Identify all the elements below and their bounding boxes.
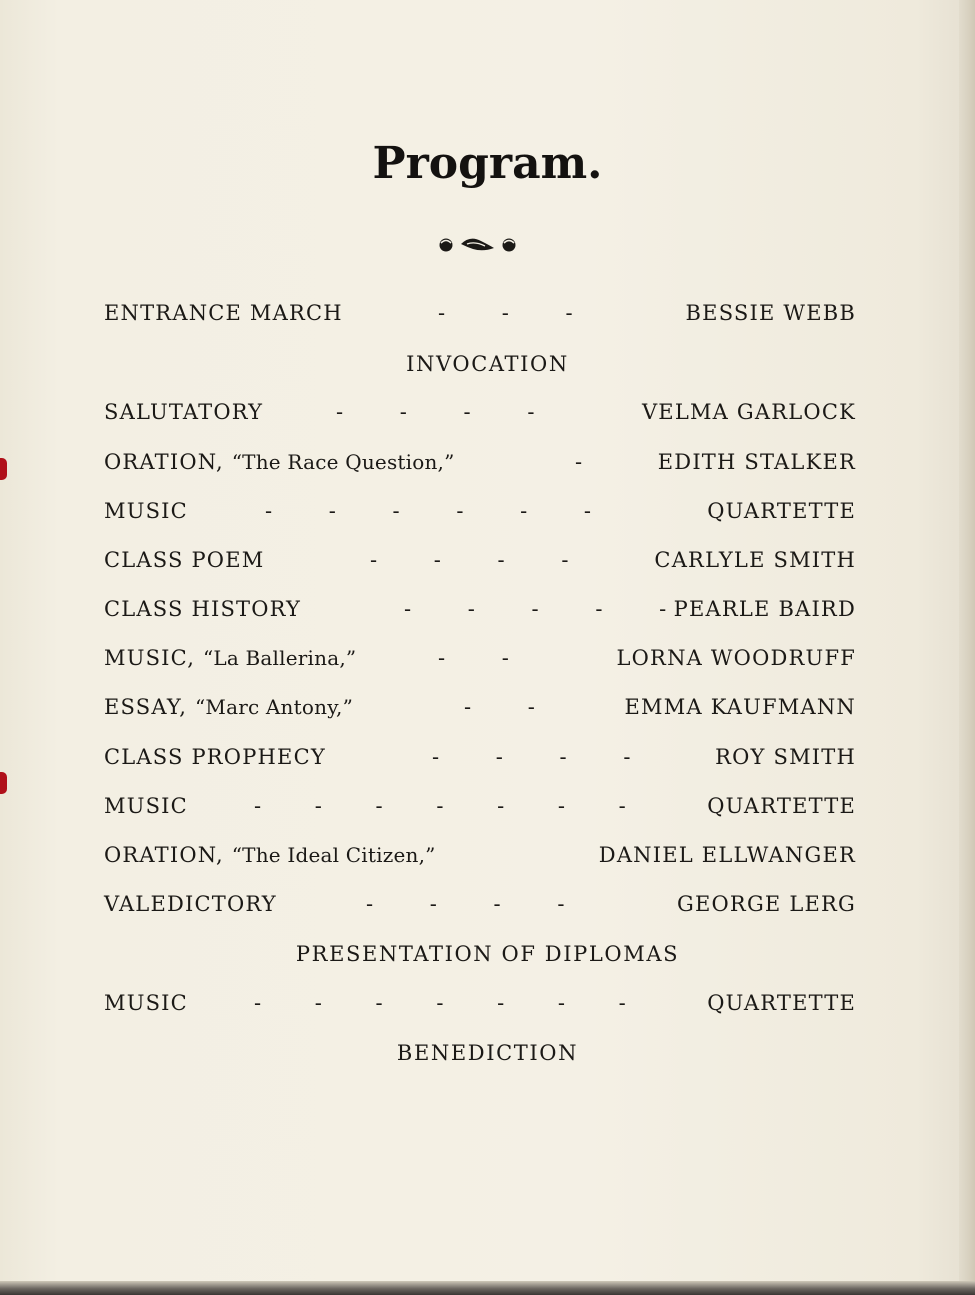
item-label: MUSIC bbox=[104, 499, 188, 523]
item-label bbox=[104, 646, 356, 670]
item-dashes: - - bbox=[438, 646, 509, 670]
item-dashes: - bbox=[575, 450, 583, 474]
fleuron-ornament-icon bbox=[437, 232, 519, 258]
item-title: “The Race Question,” bbox=[231, 450, 455, 474]
item-label bbox=[104, 695, 353, 719]
item-label-text: ORATION, bbox=[104, 843, 232, 867]
item-dashes: - - - - bbox=[366, 892, 565, 916]
program-item-salutatory bbox=[104, 400, 856, 430]
item-performer: QUARTETTE bbox=[707, 991, 856, 1015]
item-label: CLASS HISTORY bbox=[104, 597, 302, 621]
item-performer: QUARTETTE bbox=[707, 499, 856, 523]
item-label: CLASS PROPHECY bbox=[104, 745, 326, 769]
item-label bbox=[104, 843, 436, 867]
program-item-valedictory bbox=[104, 892, 856, 922]
item-title: “The Ideal Citizen,” bbox=[231, 843, 436, 867]
program-item-music-la-ballerina bbox=[104, 646, 856, 676]
item-label: ENTRANCE MARCH bbox=[104, 301, 343, 325]
item-performer: DANIEL ELLWANGER bbox=[598, 843, 856, 867]
binding-stitch-lower bbox=[0, 772, 7, 794]
item-performer: EMMA KAUFMANN bbox=[624, 695, 856, 719]
program-item-oration-ideal-citizen bbox=[104, 843, 856, 873]
item-label: MUSIC bbox=[104, 991, 188, 1015]
item-dashes: - - - - bbox=[370, 548, 569, 572]
program-item-music-2 bbox=[104, 794, 856, 824]
program-item-oration-race-question bbox=[104, 450, 856, 480]
item-dashes: - - - bbox=[438, 301, 573, 325]
item-label-text: ESSAY, bbox=[104, 695, 195, 719]
program-item-music-1 bbox=[104, 499, 856, 529]
item-dashes: - - - - - - - bbox=[254, 991, 626, 1015]
item-label bbox=[104, 450, 455, 474]
item-label-text: ORATION, bbox=[104, 450, 232, 474]
item-performer: BESSIE WEBB bbox=[685, 301, 856, 325]
program-item-presentation-of-diplomas: PRESENTATION OF DIPLOMAS bbox=[295, 942, 680, 966]
item-label: CLASS POEM bbox=[104, 548, 265, 572]
program-item-invocation: INVOCATION bbox=[406, 352, 569, 376]
page-edge-shadow bbox=[959, 0, 975, 1295]
item-performer: QUARTETTE bbox=[707, 794, 856, 818]
item-performer: LORNA WOODRUFF bbox=[616, 646, 856, 670]
item-dashes: - - bbox=[464, 695, 535, 719]
item-label-text: MUSIC, bbox=[104, 646, 203, 670]
item-dashes: - - - - bbox=[432, 745, 631, 769]
program-item-entrance-march bbox=[104, 301, 856, 331]
program-item-music-3 bbox=[104, 991, 856, 1021]
item-label: SALUTATORY bbox=[104, 400, 264, 424]
binding-stitch-upper bbox=[0, 458, 7, 480]
item-performer: GEORGE LERG bbox=[677, 892, 856, 916]
item-title: “La Ballerina,” bbox=[202, 646, 357, 670]
item-dashes: - - - - bbox=[336, 400, 535, 424]
page-bottom-edge bbox=[0, 1281, 975, 1295]
item-dashes: - - - - - bbox=[404, 597, 667, 621]
item-performer: CARLYLE SMITH bbox=[654, 548, 856, 572]
item-label: MUSIC bbox=[104, 794, 188, 818]
item-performer: ROY SMITH bbox=[715, 745, 856, 769]
program-item-class-poem bbox=[104, 548, 856, 578]
item-label: VALEDICTORY bbox=[104, 892, 277, 916]
program-item-benediction: BENEDICTION bbox=[396, 1041, 579, 1065]
item-title: “Marc Antony,” bbox=[194, 695, 354, 719]
program-item-class-history bbox=[104, 597, 856, 627]
item-dashes: - - - - - - - bbox=[254, 794, 626, 818]
page-title: Program. bbox=[372, 138, 603, 189]
program-item-class-prophecy bbox=[104, 745, 856, 775]
item-performer: PEARLE BAIRD bbox=[673, 597, 856, 621]
program-item-essay-marc-antony bbox=[104, 695, 856, 725]
item-performer: EDITH STALKER bbox=[657, 450, 856, 474]
item-dashes: - - - - - - bbox=[265, 499, 591, 523]
item-performer: VELMA GARLOCK bbox=[641, 400, 856, 424]
